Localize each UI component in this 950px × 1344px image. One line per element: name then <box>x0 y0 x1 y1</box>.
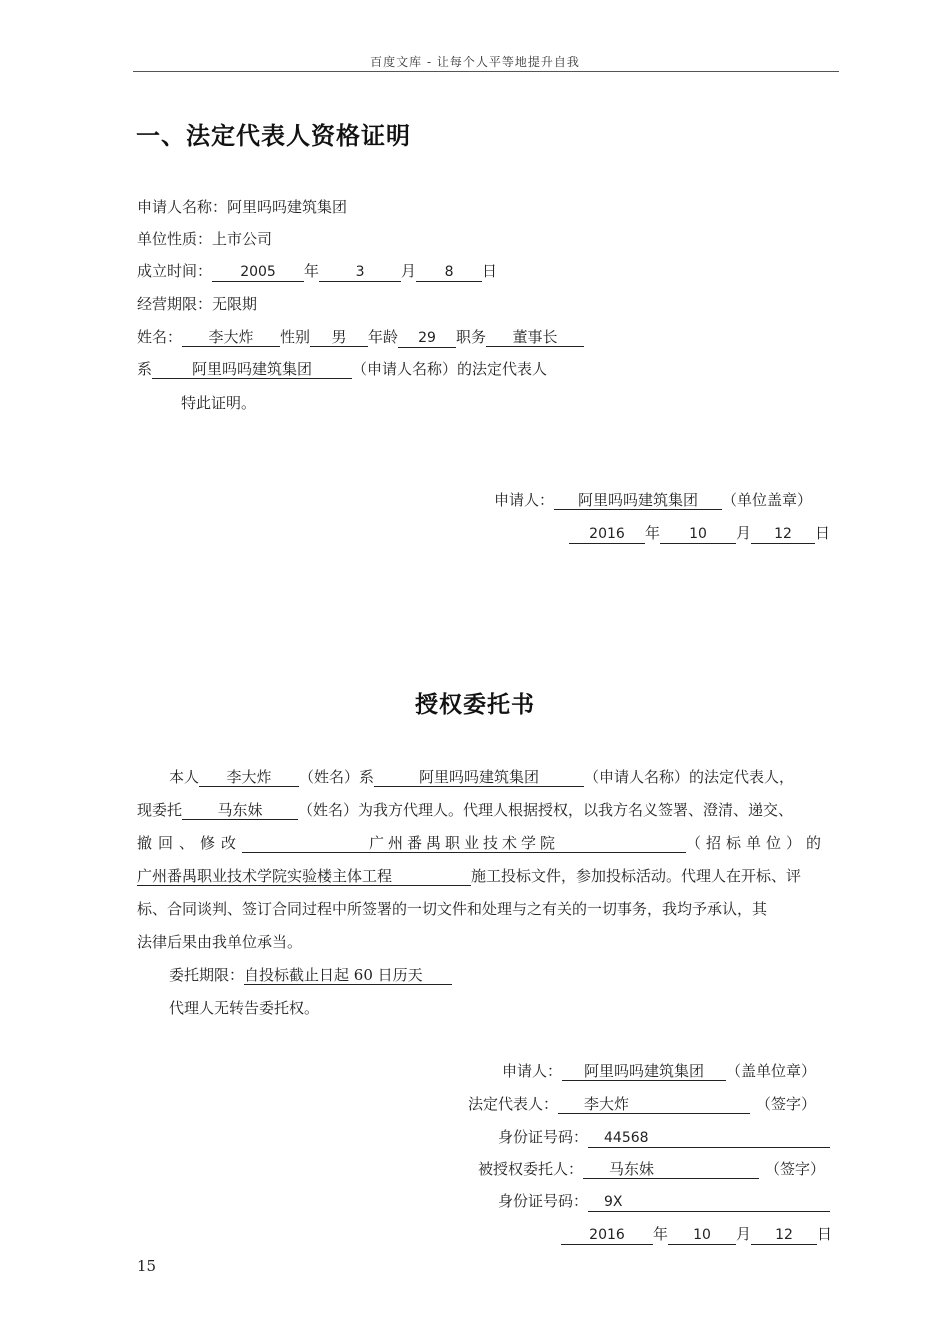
section-title-legal-rep-cert: 一、法定代表人资格证明 <box>136 121 411 150</box>
p2-agent: 马东妹 <box>182 801 298 820</box>
page-number: 15 <box>137 1257 157 1275</box>
section1-signature-row <box>494 490 812 510</box>
unit-nature-label: 单位性质： <box>137 230 213 248</box>
section1-sign-seal: （单位盖章） <box>722 491 813 509</box>
certify-text: 特此证明。 <box>181 394 257 412</box>
page-header: 百度文库 - 让每个人平等地提升自我 <box>370 55 580 69</box>
p1-company: 阿里吗吗建筑集团 <box>374 768 584 787</box>
agent-sign-mark: （签字） <box>765 1160 826 1178</box>
p1-prefix: 本人 <box>169 768 200 786</box>
p1-suffix: （申请人名称）的法定代表人， <box>584 768 795 786</box>
legal-rep-of-row <box>137 359 547 379</box>
p2-suffix: （姓名）为我方代理人。代理人根据授权，以我方名义签署、澄清、递交、 <box>298 801 794 819</box>
attorney-line-2 <box>137 794 837 827</box>
business-term-label: 经营期限： <box>137 295 213 313</box>
legal-rep-sign-mark: （签字） <box>756 1095 817 1113</box>
id-value-1: 44568 <box>588 1129 830 1148</box>
p1-name: 李大炸 <box>199 768 299 787</box>
section1-date-row <box>569 523 830 544</box>
section2-date-year: 2016 <box>561 1226 653 1245</box>
id-label-1: 身份证号码： <box>498 1128 589 1146</box>
attorney-term-value: 自投标截止日起 60 日历天 <box>244 966 452 985</box>
unit-nature-row <box>137 229 272 249</box>
section1-date-year: 2016 <box>569 525 645 544</box>
p1-mid: （姓名）系 <box>299 768 375 786</box>
attorney-line-5: 标、合同谈判、签订合同过程中所签署的一切文件和处理与之有关的一切事务，我均予承认，其 <box>137 900 768 918</box>
id-row-1 <box>498 1127 830 1148</box>
attorney-body <box>137 761 837 1025</box>
p3-prefix: 撤回、修改 <box>137 834 243 852</box>
founded-label: 成立时间： <box>137 262 213 280</box>
legal-rep-value: 李大炸 <box>558 1095 750 1114</box>
attorney-line-6: 法律后果由我单位承当。 <box>137 933 303 951</box>
agent-value: 马东妹 <box>583 1160 759 1179</box>
name-label: 姓名： <box>137 328 183 346</box>
month-char: 月 <box>736 1225 752 1243</box>
applicant-name-row <box>137 197 347 217</box>
attorney-line-3 <box>137 827 837 860</box>
section2-date-day: 12 <box>751 1226 817 1245</box>
applicant-name-value: 阿里吗吗建筑集团 <box>227 198 348 216</box>
legal-rep-label: 法定代表人： <box>468 1095 559 1113</box>
position-label: 职务 <box>456 328 487 346</box>
p2-prefix: 现委托 <box>137 801 183 819</box>
founded-year: 2005 <box>212 263 304 282</box>
p4-suffix: 施工投标文件，参加投标活动。代理人在开标、评 <box>471 867 802 885</box>
day-char: 日 <box>817 1225 833 1243</box>
section2-applicant-seal: （盖单位章） <box>726 1062 817 1080</box>
header-divider <box>133 71 839 72</box>
section1-date-month: 10 <box>660 525 736 544</box>
section-title-power-of-attorney: 授权委托书 <box>415 691 535 718</box>
position-value: 董事长 <box>486 328 584 347</box>
year-char: 年 <box>653 1225 669 1243</box>
unit-nature-value: 上市公司 <box>212 230 273 248</box>
p4-project: 广州番禺职业技术学院实验楼主体工程 <box>137 867 471 886</box>
agent-label: 被授权委托人： <box>478 1160 584 1178</box>
gender-label: 性别 <box>280 328 311 346</box>
xi-company: 阿里吗吗建筑集团 <box>152 360 352 379</box>
section2-date-row <box>561 1224 832 1245</box>
year-char: 年 <box>645 524 661 542</box>
p3-suffix: （招标单位）的 <box>686 834 827 852</box>
founded-row <box>137 261 497 282</box>
day-char: 日 <box>482 262 498 280</box>
xi-suffix: （申请人名称）的法定代表人 <box>352 360 548 378</box>
attorney-line-4 <box>137 860 837 893</box>
founded-month: 3 <box>319 263 401 282</box>
applicant-name-label: 申请人名称： <box>137 198 228 216</box>
section1-date-day: 12 <box>751 525 815 544</box>
age-label: 年龄 <box>368 328 399 346</box>
business-term-value: 无限期 <box>212 295 258 313</box>
section1-sign-label: 申请人： <box>494 491 555 509</box>
p3-school: 广州番禺职业技术学院 <box>242 834 686 853</box>
id-value-2: 9X <box>588 1193 830 1212</box>
year-char: 年 <box>304 262 320 280</box>
xi-label: 系 <box>137 360 153 378</box>
no-transfer-text: 代理人无转告委托权。 <box>169 999 320 1017</box>
business-term-row <box>137 294 257 314</box>
month-char: 月 <box>401 262 417 280</box>
legal-rep-sign-row <box>468 1094 816 1114</box>
section2-applicant-row <box>502 1061 816 1081</box>
id-label-2: 身份证号码： <box>498 1192 589 1210</box>
attorney-line-1 <box>137 761 837 794</box>
attorney-term-label: 委托期限： <box>169 966 245 984</box>
section2-applicant-label: 申请人： <box>502 1062 563 1080</box>
gender-value: 男 <box>310 328 368 347</box>
founded-day: 8 <box>416 263 482 282</box>
person-info-row <box>137 327 584 348</box>
day-char: 日 <box>815 524 831 542</box>
attorney-term-row <box>137 959 837 992</box>
month-char: 月 <box>736 524 752 542</box>
section2-applicant-value: 阿里吗吗建筑集团 <box>562 1062 726 1081</box>
age-value: 29 <box>398 329 456 348</box>
id-row-2 <box>498 1191 830 1212</box>
section2-date-month: 10 <box>668 1226 736 1245</box>
agent-sign-row <box>478 1159 825 1179</box>
name-value: 李大炸 <box>182 328 280 347</box>
section1-sign-company: 阿里吗吗建筑集团 <box>554 491 722 510</box>
